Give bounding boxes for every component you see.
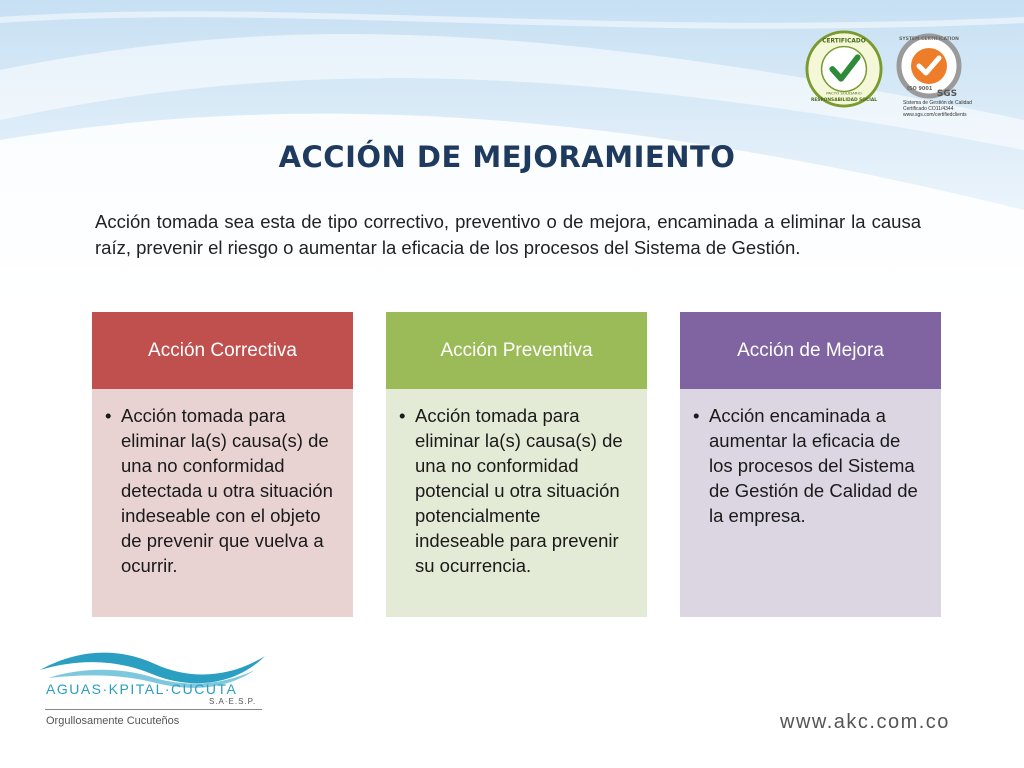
card-body: [680, 389, 941, 617]
seal-bottom-text: RESPONSABILIDAD SOCIAL: [810, 98, 878, 104]
card-accion-preventiva: [386, 312, 647, 617]
card-body: [92, 389, 353, 617]
card-header: Acción de Mejora: [680, 312, 941, 389]
card-accion-correctiva: [92, 312, 353, 617]
bullet-icon: •: [693, 405, 700, 426]
seal-top-text: CERTIFICADO: [822, 38, 866, 45]
iso-text: ISO 9001: [907, 86, 933, 92]
seal-side-text: PACTO SOLIDARIO: [826, 90, 862, 96]
logo-divider: [45, 709, 262, 710]
bullet-icon: •: [105, 405, 112, 426]
card-body-text: Acción tomada para eliminar la(s) causa(s) de una no conformidad detectada u otra situación indeseable con el objeto de prevenir que vuelva a ocurrir.: [121, 405, 333, 576]
card-header: Acción Preventiva: [386, 312, 647, 389]
sgs-caption: [903, 100, 983, 118]
sgs-brand-text: SGS: [936, 89, 958, 99]
company-tagline: Orgullosamente Cucuteños: [46, 715, 180, 727]
company-name: AGUAS·KPITAL·CUCUTA: [46, 681, 238, 697]
bullet-icon: •: [399, 405, 406, 426]
company-suffix: S.A·E.S.P.: [209, 697, 257, 706]
slide-title: ACCIÓN DE MEJORAMIENTO: [278, 140, 736, 174]
sgs-caption-line: www.sgs.com/certifiedclients: [903, 112, 967, 118]
intro-paragraph: Acción tomada sea esta de tipo correctivo, preventivo o de mejora, encaminada a eliminar la causa raíz, prevenir el riesgo o aumentar la eficacia de los procesos del Sistema de Gestión.: [95, 211, 921, 258]
card-header: Acción Correctiva: [92, 312, 353, 389]
social-responsibility-seal-icon: [805, 30, 883, 108]
sgs-top-text: SYSTEM CERTIFICATION: [899, 37, 959, 42]
card-accion-de-mejora: [680, 312, 941, 617]
card-body-text: Acción encaminada a aumentar la eficacia de los procesos del Sistema de Gestión de Calidad de la empresa.: [709, 405, 918, 526]
card-body: [386, 389, 647, 617]
website-url: www.akc.com.co: [780, 711, 950, 733]
sgs-caption-line: Sistema de Gestión de Calidad: [903, 100, 972, 106]
sgs-caption-line: Certificado CO11/4344: [903, 106, 954, 112]
card-body-text: Acción tomada para eliminar la(s) causa(s) de una no conformidad potencial u otra situación potencialmente indeseable para prevenir su ocurrencia.: [415, 405, 623, 576]
